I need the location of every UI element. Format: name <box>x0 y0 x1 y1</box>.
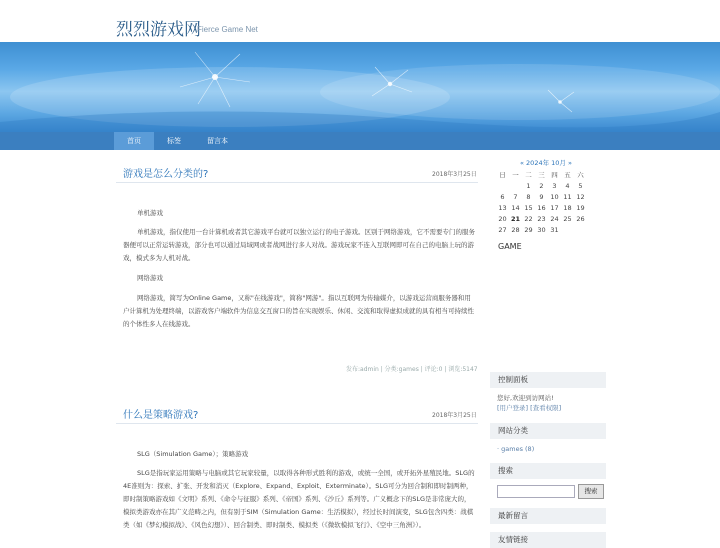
search-heading: 搜索 <box>490 463 606 479</box>
post-paragraph: 网络游戏，简写为Online Game，又称"在线游戏"，简称"网游"。指以互联网为传输媒介，以游戏运营商服务器和用户计算机为处理终端，以游戏客户端软件为信息交互窗口的旨在实现娱乐、休闲、交流和取得虚拟成就的具有相当可持续性的个体性多人在线游戏。 <box>123 294 474 328</box>
calendar-day[interactable]: 25 <box>563 214 572 223</box>
post-divider <box>116 182 478 183</box>
post-title[interactable]: 游戏是怎么分类的? <box>123 169 209 180</box>
calendar <box>496 169 587 235</box>
calendar-day <box>561 224 574 235</box>
calendar-day[interactable]: 30 <box>537 225 546 234</box>
post-paragraph: 网络游戏 <box>137 274 163 282</box>
calendar-weekday: 二 <box>525 171 532 179</box>
calendar-day[interactable]: 17 <box>550 203 559 212</box>
control-panel-heading: 控制面板 <box>490 372 606 388</box>
post-date: 2018年3月25日 <box>432 171 477 178</box>
post-paragraph: SLG是指玩家运用策略与电脑或其它玩家较量，以取得各种形式胜利的游戏，或统一全国，或开拓外星殖民地。SLG的4E准则为：探索、扩张、开发和消灭（Explore、Expand、Exploit、Exterminate）。SLG可分为回合制和即时制两种，即时制策略游戏如《文明》系列、《命令与征服》系列、《帝国》系列、《沙丘》系列等。广义概念下的SLG是非常庞大的，模拟类游戏亦在其广义范畴之内，但有别于SIM（Simulation Game：生活模拟），经过长时间演变，SLG包含四类：战棋类（如《梦幻模拟战》、《风色幻想》）、回合制类、即时制类、模拟类（《微软模拟飞行》、《空中三角洲》）。 <box>123 469 475 529</box>
calendar-day[interactable]: 8 <box>526 192 531 201</box>
login-links[interactable]: [用户登录] [查看权限] <box>497 404 562 412</box>
calendar-day <box>496 180 509 191</box>
calendar-weekday: 三 <box>538 171 545 179</box>
calendar-day[interactable]: 12 <box>576 192 585 201</box>
game-heading: GAME <box>498 242 522 251</box>
post-paragraph: 单机游戏 <box>137 209 163 217</box>
calendar-day[interactable]: 28 <box>511 225 520 234</box>
search-button[interactable]: 搜索 <box>578 484 604 499</box>
calendar-day <box>509 180 522 191</box>
calendar-day[interactable]: 3 <box>552 181 557 190</box>
site-header <box>0 0 720 42</box>
calendar-day[interactable]: 10 <box>550 192 559 201</box>
post-title[interactable]: 什么是策略游戏? <box>123 410 199 421</box>
calendar-day[interactable]: 20 <box>498 214 507 223</box>
calendar-weekday: 四 <box>551 171 558 179</box>
dandelion-banner-graphic <box>0 42 720 132</box>
calendar-day[interactable]: 16 <box>537 203 546 212</box>
site-tagline: Fierce Game Net <box>197 25 258 34</box>
calendar-title[interactable]: « 2024年 10月 » <box>520 159 572 167</box>
calendar-day[interactable]: 26 <box>576 214 585 223</box>
calendar-day[interactable]: 23 <box>537 214 546 223</box>
calendar-day[interactable]: 21 <box>510 214 521 223</box>
nav-guestbook[interactable]: 留言本 <box>207 137 228 145</box>
post-meta: 发布:admin | 分类:games | 评论:0 | 浏览:5147 <box>346 366 478 373</box>
calendar-weekday: 一 <box>512 171 519 179</box>
calendar-day[interactable]: 13 <box>498 203 507 212</box>
calendar-day[interactable]: 5 <box>578 181 583 190</box>
calendar-day[interactable]: 27 <box>498 225 507 234</box>
category-item[interactable]: · games (8) <box>497 445 535 453</box>
post-divider <box>116 423 478 424</box>
recent-comments-heading: 最新留言 <box>490 508 606 524</box>
calendar-day[interactable]: 6 <box>500 192 505 201</box>
calendar-day[interactable]: 29 <box>524 225 533 234</box>
calendar-day[interactable]: 15 <box>524 203 533 212</box>
site-title[interactable]: 烈烈游戏网 <box>116 20 201 40</box>
calendar-weekday: 日 <box>499 171 506 179</box>
header-banner <box>0 42 720 132</box>
nav-tags[interactable]: 标签 <box>167 137 181 145</box>
friend-links-heading: 友情链接 <box>490 532 606 548</box>
calendar-weekday: 六 <box>577 171 584 179</box>
main-navigation <box>0 132 720 150</box>
nav-home[interactable]: 首页 <box>114 132 154 150</box>
calendar-day[interactable]: 1 <box>526 181 531 190</box>
calendar-day[interactable]: 18 <box>563 203 572 212</box>
post-paragraph: SLG（Simulation Game）；策略游戏 <box>137 450 249 458</box>
calendar-day[interactable]: 24 <box>550 214 559 223</box>
calendar-day[interactable]: 14 <box>511 203 520 212</box>
calendar-day[interactable]: 9 <box>539 192 544 201</box>
calendar-day[interactable]: 19 <box>576 203 585 212</box>
calendar-day[interactable]: 2 <box>539 181 544 190</box>
calendar-day[interactable]: 22 <box>524 214 533 223</box>
category-heading: 网站分类 <box>490 423 606 439</box>
calendar-day[interactable]: 31 <box>550 225 559 234</box>
welcome-text: 您好,欢迎到访网站! <box>497 394 554 402</box>
calendar-day <box>574 224 587 235</box>
calendar-day[interactable]: 7 <box>513 192 518 201</box>
calendar-weekday: 五 <box>564 171 571 179</box>
calendar-day[interactable]: 11 <box>563 192 572 201</box>
post-date: 2018年3月25日 <box>432 412 477 419</box>
post-paragraph: 单机游戏，指仅使用一台计算机或者其它游戏平台就可以独立运行的电子游戏。区别于网络游戏，它不需要专门的服务器便可以正常运转游戏，部分也可以通过局域网或者战网进行多人对战。游戏玩家不连入互联网即可在自己的电脑上玩的游戏，模式多为人机对战。 <box>123 228 475 262</box>
search-input[interactable] <box>497 485 575 498</box>
calendar-day[interactable]: 4 <box>565 181 570 190</box>
